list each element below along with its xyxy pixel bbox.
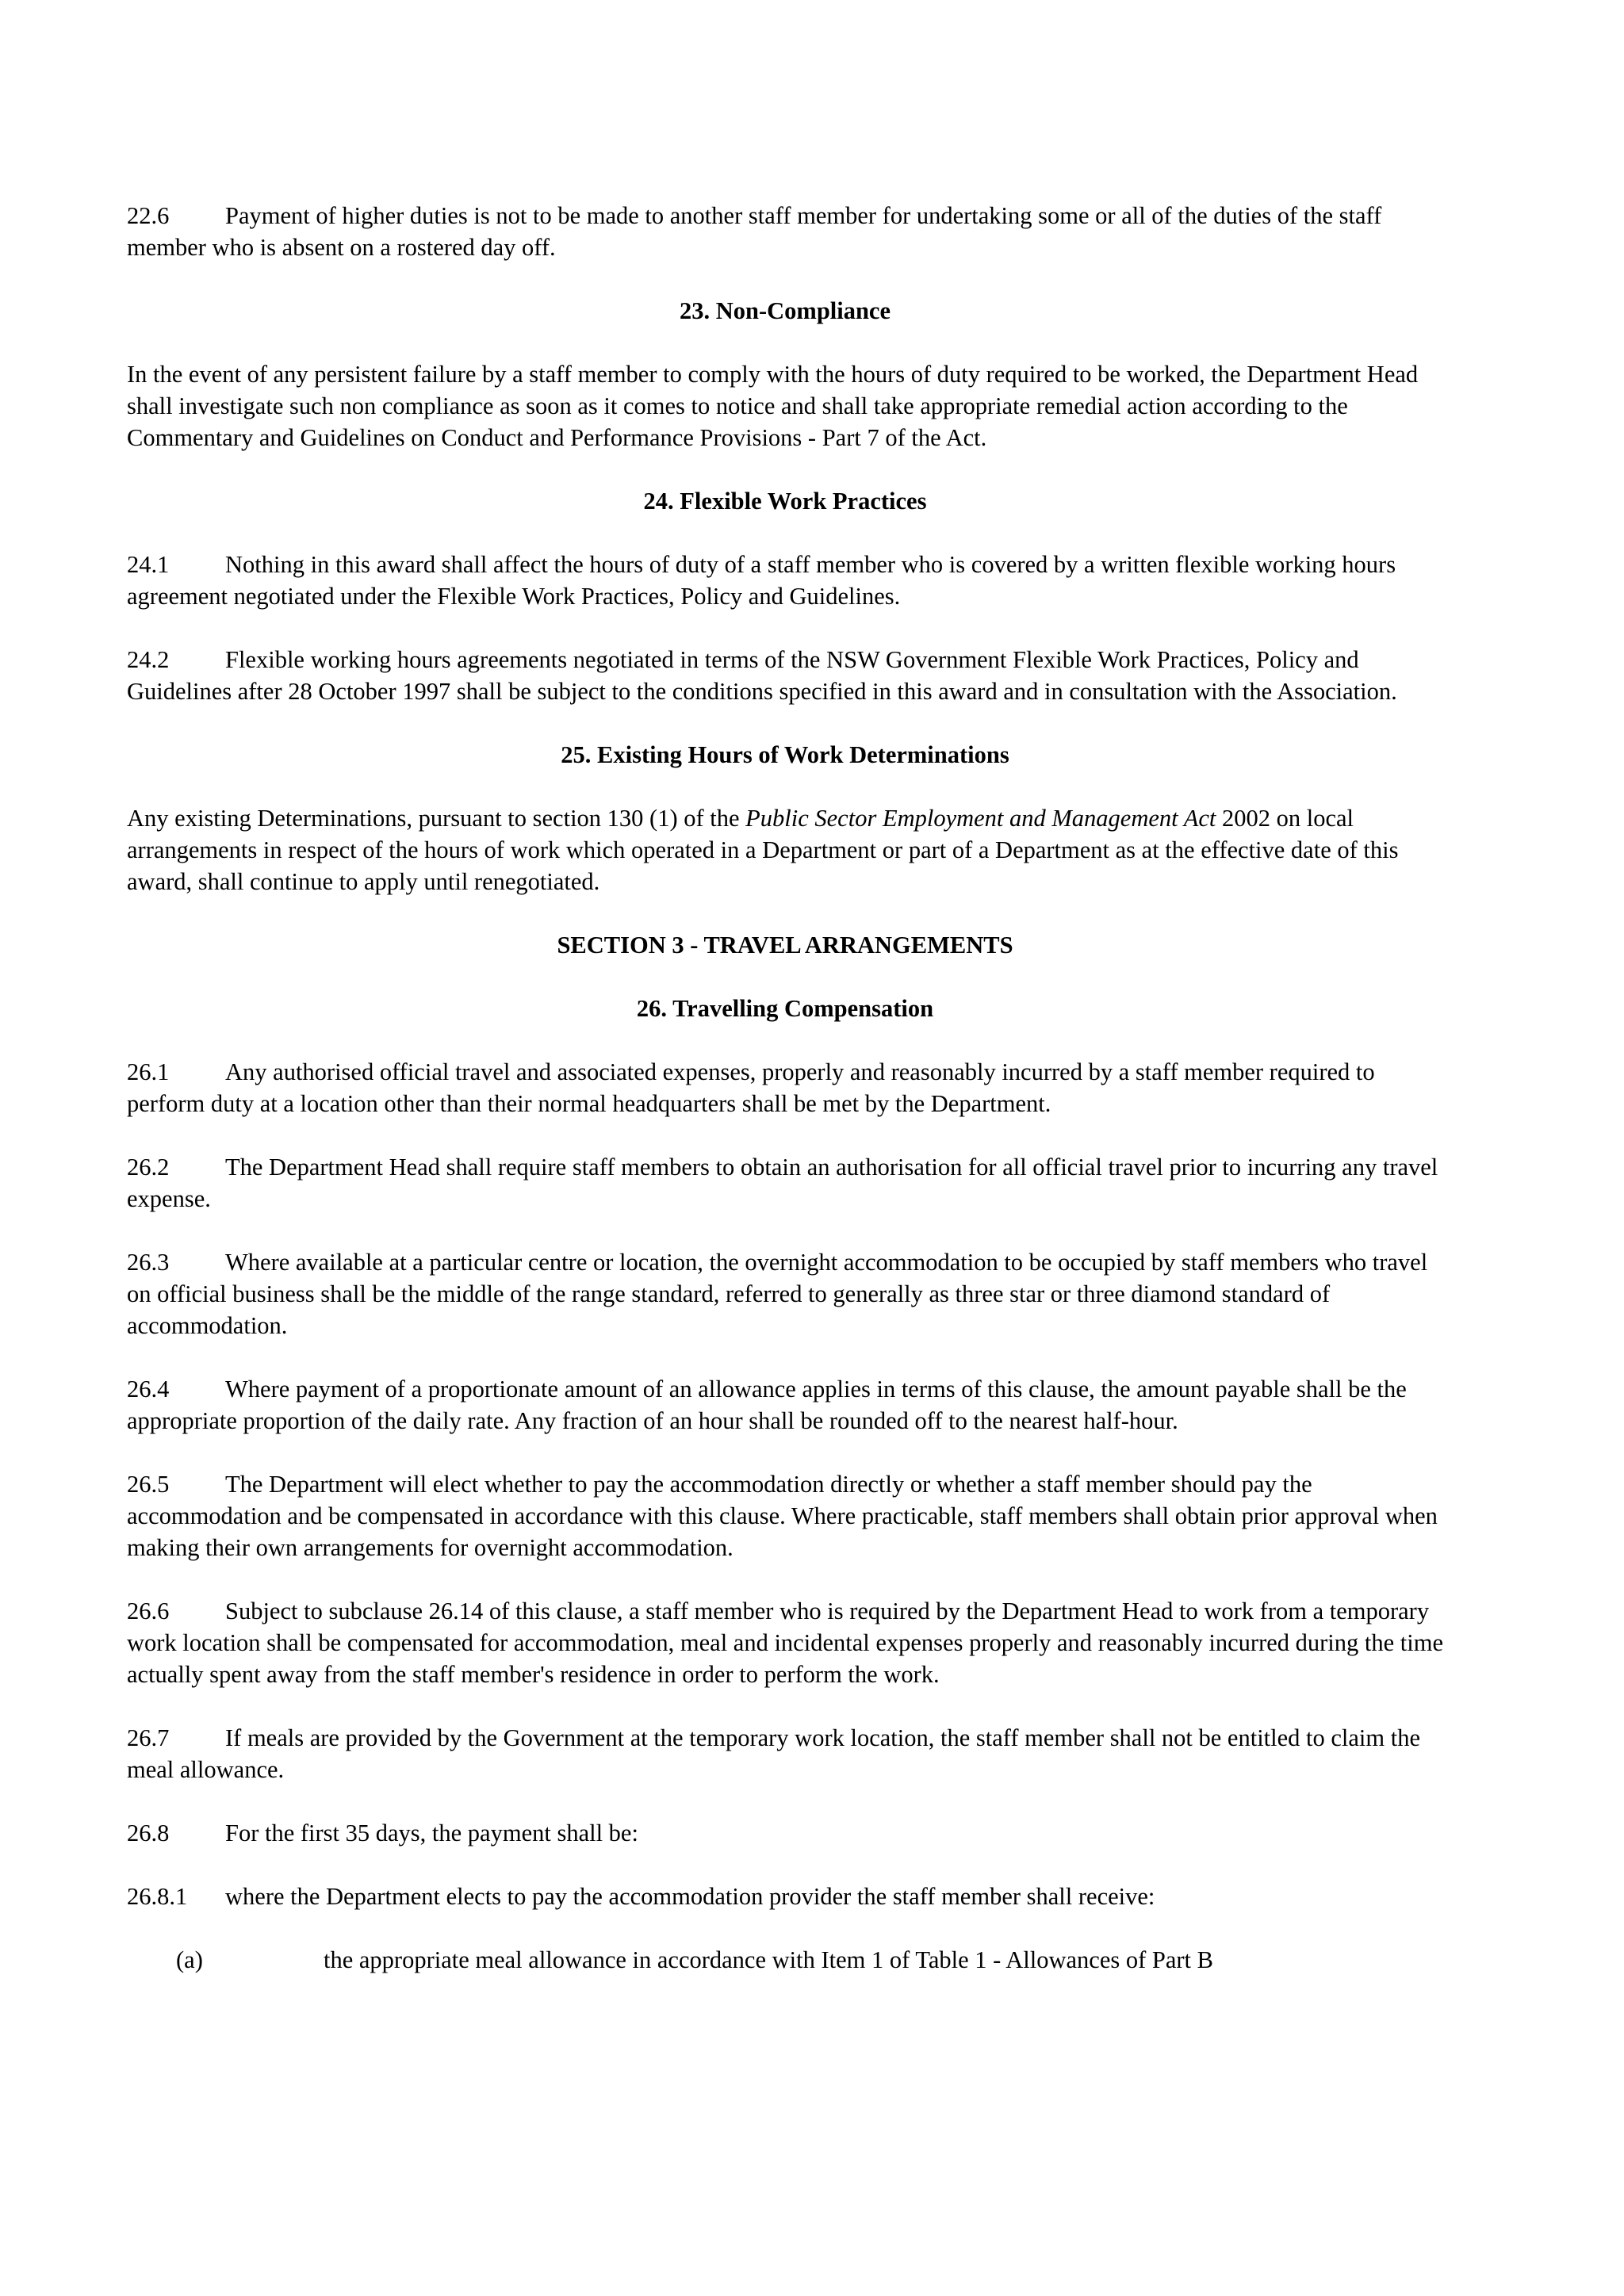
clause-22-6 xyxy=(127,200,1443,263)
clause-number: 26.8 xyxy=(127,1820,170,1846)
clause-number: 26.7 xyxy=(127,1724,170,1751)
clause-text: where the Department elects to pay the accommodation provider the staff member shall receive: xyxy=(225,1883,1155,1910)
clause-number: 26.5 xyxy=(127,1471,170,1498)
clause-text: Payment of higher duties is not to be made to another staff member for undertaking some or all of the duties of the staff member who is absent on a rostered day off. xyxy=(127,202,1382,261)
clause-26-8-1 xyxy=(127,1881,1443,1912)
heading-25: 25. Existing Hours of Work Determinations xyxy=(561,741,1009,768)
clause-number: 26.8.1 xyxy=(127,1883,188,1910)
heading-23: 23. Non-Compliance xyxy=(679,297,891,324)
clause-number: 26.2 xyxy=(127,1154,170,1181)
clause-number: 22.6 xyxy=(127,202,170,229)
document-page xyxy=(127,200,1443,1976)
clause-24-1 xyxy=(127,549,1443,612)
clause-text: Where available at a particular centre or location, the overnight accommodation to be occupied by staff members who travel on official business shall be the middle of the range standard, referred to generally as three star or three diamond standard of accommodation. xyxy=(127,1249,1428,1339)
clause-number: 26.3 xyxy=(127,1249,170,1276)
clause-text: The Department will elect whether to pay the accommodation directly or whether a staff member should pay the accommodation and be compensated in accordance with this clause. Where practicable, staff members shall obtain prior approval when making their own arrangements for overnight accommodation. xyxy=(127,1471,1438,1561)
clause-text: If meals are provided by the Government at the temporary work location, the staff member shall not be entitled to claim the meal allowance. xyxy=(127,1724,1421,1783)
clause-23-text: In the event of any persistent failure by a staff member to comply with the hours of duty required to be worked, the Department Head shall investigate such non compliance as soon as it comes to notice and shall take appropriate remedial action according to the Commentary and Guidelines on Conduct and Performance Provisions - Part 7 of the Act. xyxy=(127,361,1419,451)
clause-text: Subject to subclause 26.14 of this clause, a staff member who is required by the Department Head to work from a temporary work location shall be compensated for accommodation, meal and incidental expenses properly and reasonably incurred during the time actually spent away from the staff member's residence in order to perform the work. xyxy=(127,1598,1444,1688)
clause-text: Where payment of a proportionate amount of an allowance applies in terms of this clause, the amount payable shall be the appropriate proportion of the daily rate. Any fraction of an hour shall be rounded off to the nearest half-hour. xyxy=(127,1376,1407,1434)
clause-number: 26.4 xyxy=(127,1376,170,1402)
heading-26: 26. Travelling Compensation xyxy=(636,995,934,1022)
clause-number: 26.1 xyxy=(127,1058,170,1085)
clause-text: Flexible working hours agreements negotiated in terms of the NSW Government Flexible Work Practices, Policy and Guidelines after 28 October 1997 shall be subject to the conditions specified in this award and in consultation with the Association. xyxy=(127,646,1397,705)
subclause-a xyxy=(127,1944,1443,1976)
clause-text: The Department Head shall require staff members to obtain an authorisation for all official travel prior to incurring any travel expense. xyxy=(127,1154,1438,1212)
clause-26-7 xyxy=(127,1722,1443,1785)
clause-text: Nothing in this award shall affect the hours of duty of a staff member who is covered by a written flexible working hours agreement negotiated under the Flexible Work Practices, Policy and Guidelines. xyxy=(127,551,1396,610)
clause-text: For the first 35 days, the payment shall be: xyxy=(225,1820,638,1846)
heading-24: 24. Flexible Work Practices xyxy=(643,488,927,515)
clause-number: 24.1 xyxy=(127,551,170,578)
clause-26-4 xyxy=(127,1373,1443,1437)
clause-26-5 xyxy=(127,1468,1443,1563)
clause-number: 24.2 xyxy=(127,646,170,673)
clause-26-6 xyxy=(127,1595,1443,1690)
subclause-text: the appropriate meal allowance in accordance with Item 1 of Table 1 - Allowances of Part B xyxy=(324,1946,1213,1973)
act-title: Public Sector Employment and Management Act xyxy=(745,805,1216,832)
clause-text: Any authorised official travel and associated expenses, properly and reasonably incurred by a staff member required to perform duty at a location other than their normal headquarters shall be met by the Department. xyxy=(127,1058,1375,1117)
clause-number: 26.6 xyxy=(127,1598,170,1624)
clause-26-3 xyxy=(127,1246,1443,1341)
clause-26-8 xyxy=(127,1817,1443,1849)
clause-26-1 xyxy=(127,1056,1443,1119)
clause-26-2 xyxy=(127,1151,1443,1215)
clause-24-2 xyxy=(127,644,1443,707)
clause-text-after: 2002 on local arrangements in respect of the hours of work which operated in a Department or part of a Department as at the effective date of this award, shall continue to apply until renegotiated. xyxy=(127,805,1399,895)
clause-text-before: Any existing Determinations, pursuant to section 130 (1) of the xyxy=(127,805,746,832)
section-3-heading: SECTION 3 - TRAVEL ARRANGEMENTS xyxy=(557,932,1013,959)
subclause-label: (a) xyxy=(176,1946,203,1973)
clause-25-text xyxy=(127,802,1443,897)
